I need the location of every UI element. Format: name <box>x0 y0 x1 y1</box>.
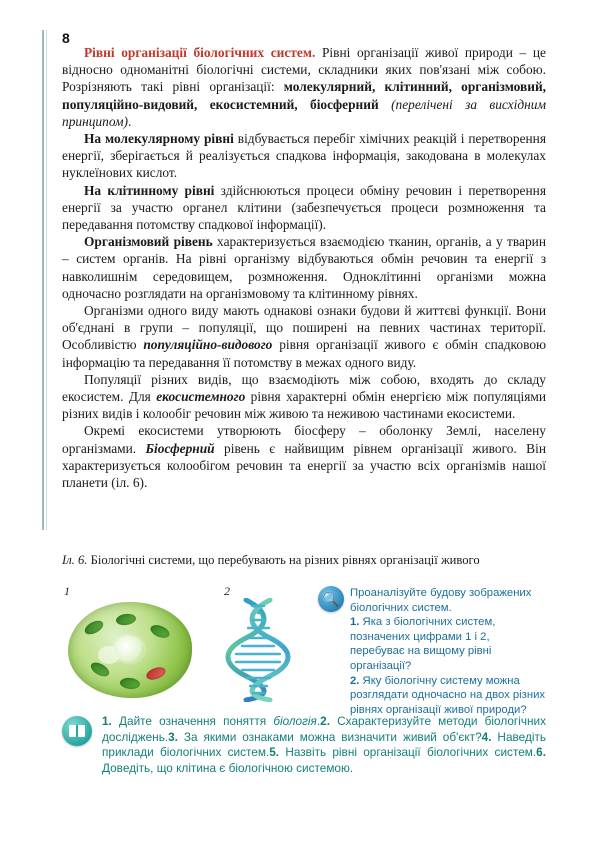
analysis-question-1-number: 1. <box>350 616 360 629</box>
exercise-item-6-text: Доведіть, що клітина є біологічною системою. <box>102 760 354 775</box>
levels-list-italic: (перелічені за висхідним принципом) <box>62 96 546 129</box>
paragraph-ecosystem-text-after: рівня характерні обмін енергією між популяціями різних видів і колообіг речовин між живою та неживою частинами екосистеми. <box>62 389 547 422</box>
figure-caption-text: Біологічні системи, що перебувають на різних рівнях організації живого <box>87 553 480 567</box>
exercise-item-5-text: Назвіть рівні організації біологічних систем. <box>279 745 537 760</box>
analysis-question-1-text: Яка з біологічних систем, позначених цифрами 1 і 2, перебуває на вищому рівні організації? <box>350 616 496 672</box>
chloroplast-shape <box>83 618 106 637</box>
paragraph-cellular-lead: На клітинному рівні <box>84 182 215 198</box>
paragraph-biosphere-text-after: рівень є найвищим рівнем організації живого. Він характеризується колообігом речовин та енергії за участю всіх організмів нашої планети (іл. 6). <box>62 440 546 491</box>
left-margin-rule-secondary <box>46 30 47 530</box>
analysis-question-1 <box>350 615 546 673</box>
exercise-item-1-text: Дайте означення поняття <box>111 714 274 728</box>
paragraph-cellular <box>62 182 546 234</box>
nucleus-shape <box>114 636 144 662</box>
paragraph-molecular-text: відбувається перебіг хімічних реакцій і перетворення енергії, зберігається й реалізується спадкова інформація, закодована в молекулах нуклеїнових кислот. <box>62 131 547 181</box>
book-icon <box>62 716 92 746</box>
dna-helix-illustration <box>222 598 296 702</box>
exercise-list <box>102 714 546 776</box>
exercise-item-3-text: За якими ознаками можна визначити живий об'єкт? <box>177 729 482 744</box>
exercise-item-3-number: 3. <box>168 729 178 744</box>
exercise-item-4-number: 4. <box>481 729 492 744</box>
levels-list-bold: молекулярний, клітинний, організмовий, популяційно-видовий, екосистемний, біосферний <box>62 79 547 112</box>
book-glyph <box>69 725 85 737</box>
paragraph-ecosystem-emphasis: екосистемного <box>156 389 246 405</box>
analysis-question-2 <box>350 674 546 718</box>
paragraph-molecular <box>62 130 546 182</box>
magnifier-icon <box>318 586 344 612</box>
section-heading: Рівні організації біологічних систем. <box>84 45 316 60</box>
paragraph-organism-text: характеризується взаємодією тканин, органів, а у тварин – систем органів. На рівні організму відбуваються обмін речовин та енергії з навколишнім середовищем, розмноження. Одноклітинні організми можна одночасно розглядати на організмовому та клітинному рівнях. <box>62 234 546 301</box>
paragraph-biosphere <box>62 422 546 491</box>
paragraph-organism-lead: Організмовий рівень <box>84 234 213 250</box>
levels-list-period: . <box>128 113 132 129</box>
figure-label: Іл. 6. <box>62 553 88 567</box>
dna-helix-icon <box>222 598 296 702</box>
paragraph-population-text-before: Організми одного виду мають однакові ознаки будови й життєві функції. Вони об'єднані в групи – популяції, що поширені на певних частинах території. Особливістю <box>62 303 546 353</box>
exercise-item-1-number: 1. <box>102 714 112 728</box>
exercise-item-4-text: Наведіть приклади біологічних систем. <box>102 729 546 760</box>
exercise-paragraph <box>102 714 546 776</box>
exercise-item-1-tail: . <box>316 714 321 728</box>
page-number: 8 <box>62 30 70 46</box>
exercise-item-2-text: Схарактеризуйте методи біологічних досліджень. <box>102 714 547 744</box>
paragraph-intro <box>62 44 546 130</box>
figure-item-number-1: 1 <box>64 584 70 598</box>
paragraph-population <box>62 302 546 371</box>
analysis-question-2-text: Яку біологічну систему можна розглядати одночасно на двох різних рівнях організації живої природи? <box>350 674 546 716</box>
chloroplast-shape <box>115 613 136 627</box>
chloroplast-shape <box>149 623 172 641</box>
paragraph-cellular-text: здійснюються процеси обміну речовин і перетворення енергії за участю органел клітини (забезпечується процеси розмноження та передавання потомству спадкової інформації). <box>62 182 546 233</box>
left-margin-rule <box>42 30 44 530</box>
analysis-question-block <box>350 586 546 717</box>
chloroplast-shape <box>119 677 140 690</box>
cell-membrane-shape <box>68 602 192 698</box>
analysis-intro: Проаналізуйте будову зображених біологічних систем. <box>350 587 532 614</box>
exercise-item-6-number: 6. <box>536 745 547 760</box>
organelle-shape <box>145 665 168 682</box>
paragraph-organism <box>62 233 546 302</box>
magnifier-glyph: 🔍 <box>322 590 340 607</box>
paragraph-molecular-lead: На молекулярному рівні <box>84 131 234 147</box>
paragraph-biosphere-emphasis: Біосферний <box>145 440 215 456</box>
paragraph-ecosystem-text-before: Популяції різних видів, що взаємодіють між собою, входять до складу екосистем. Для <box>62 371 546 405</box>
exercise-item-5-number: 5. <box>269 745 280 760</box>
paragraph-population-text-after: рівня організації живого є обмін спадковою інформацію та передавання її потомству в межах одного виду. <box>62 337 547 370</box>
paragraph-population-emphasis: популяційно-видового <box>143 337 273 353</box>
paragraph-biosphere-text-before: Окремі екосистеми утворюють біосферу – оболонку Землі, населену організмами. <box>62 423 546 456</box>
analysis-question-2-number: 2. <box>350 674 360 687</box>
figure-caption <box>62 552 546 568</box>
paragraph-ecosystem <box>62 371 546 423</box>
plant-cell-illustration <box>62 598 198 702</box>
paragraph-intro-text: Рівні організації живої природи – це відносно одноманітні біологічні системи, складники яких пов'язані між собою. Розрізняють такі рівні організації: <box>62 45 546 95</box>
exercise-item-1-italic: біологія <box>273 714 317 728</box>
figure-item-number-2: 2 <box>224 584 230 598</box>
exercise-item-2-number: 2. <box>320 714 330 728</box>
article-body <box>62 44 546 491</box>
